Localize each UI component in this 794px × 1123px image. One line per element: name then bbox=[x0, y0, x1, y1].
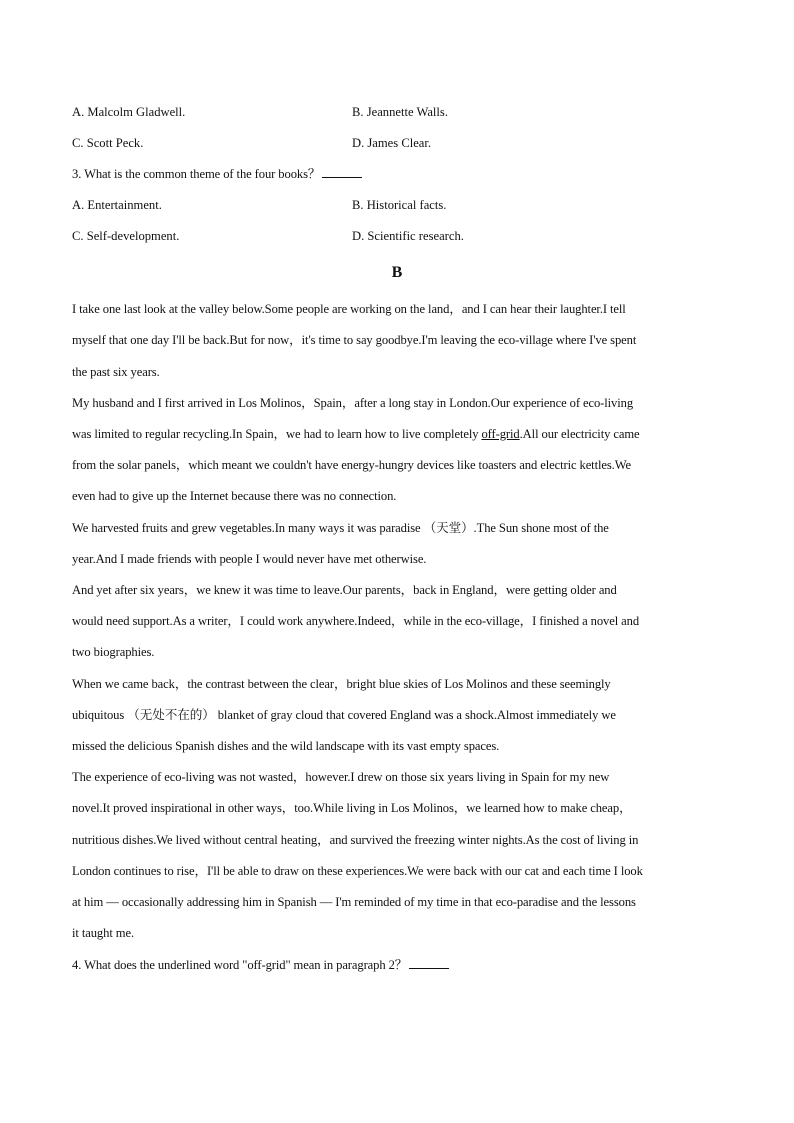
q2-option-c[interactable]: C. Scott Peck. bbox=[72, 136, 144, 150]
passage-line: My husband and I first arrived in Los Molinos，Spain，after a long stay in London.Our experience of eco-living bbox=[72, 396, 634, 410]
passage-line bbox=[72, 426, 640, 442]
q2-option-a[interactable]: A. Malcolm Gladwell. bbox=[72, 105, 186, 119]
q4-answer-blank[interactable] bbox=[409, 957, 449, 969]
passage-line: even had to give up the Internet because there was no connection. bbox=[72, 489, 397, 503]
passage-line: at him — occasionally addressing him in Spanish — I'm reminded of my time in that eco-paradise and the lessons bbox=[72, 895, 636, 909]
passage-line-tail: .All our electricity came bbox=[519, 427, 640, 441]
passage-line: When we came back，the contrast between the clear，bright blue skies of Los Molinos and these seemingly bbox=[72, 677, 611, 691]
passage-line: missed the delicious Spanish dishes and the wild landscape with its vast empty spaces. bbox=[72, 739, 500, 753]
q4-question bbox=[72, 957, 449, 973]
q3-option-d[interactable]: D. Scientific research. bbox=[352, 229, 464, 243]
q3-question bbox=[72, 166, 362, 182]
passage-line: from the solar panels，which meant we couldn't have energy-hungry devices like toasters and electric kettles.We bbox=[72, 458, 631, 472]
q2-option-b[interactable]: B. Jeannette Walls. bbox=[352, 105, 448, 119]
q3-question-text: 3. What is the common theme of the four books？ bbox=[72, 167, 321, 181]
passage-line: two biographies. bbox=[72, 645, 155, 659]
q3-option-b[interactable]: B. Historical facts. bbox=[352, 198, 447, 212]
passage-line: it taught me. bbox=[72, 926, 135, 940]
passage-line: I take one last look at the valley below.Some people are working on the land，and I can hear their laughter.I tell bbox=[72, 302, 626, 316]
passage-line: novel.It proved inspirational in other ways，too.While living in Los Molinos，we learned how to make cheap， bbox=[72, 801, 632, 815]
q4-question-text: 4. What does the underlined word "off-grid" mean in paragraph 2？ bbox=[72, 958, 408, 972]
underlined-word: off-grid bbox=[481, 427, 520, 441]
passage-line: The experience of eco-living was not wasted，however.I drew on those six years living in Spain for my new bbox=[72, 770, 610, 784]
passage-line: myself that one day I'll be back.But for now，it's time to say goodbye.I'm leaving the eco-village where I've spent bbox=[72, 333, 637, 347]
passage-line-head: was limited to regular recycling.In Spain，we had to learn how to live completely bbox=[72, 427, 482, 441]
q3-answer-blank[interactable] bbox=[322, 166, 362, 178]
q3-option-c[interactable]: C. Self-development. bbox=[72, 229, 180, 243]
q3-option-a[interactable]: A. Entertainment. bbox=[72, 198, 162, 212]
passage-line: year.And I made friends with people I would never have met otherwise. bbox=[72, 552, 427, 566]
passage-line: would need support.As a writer，I could work anywhere.Indeed，while in the eco-village，I finished a novel and bbox=[72, 614, 640, 628]
passage-line: London continues to rise，I'll be able to draw on these experiences.We were back with our cat and each time I look bbox=[72, 864, 643, 878]
passage-line: the past six years. bbox=[72, 365, 160, 379]
passage-line: ubiquitous （无处不在的） blanket of gray cloud that covered England was a shock.Almost immediately we bbox=[72, 708, 616, 722]
section-title: B bbox=[391, 264, 403, 281]
passage-line: And yet after six years，we knew it was time to leave.Our parents，back in England，were getting older and bbox=[72, 583, 617, 597]
q2-option-d[interactable]: D. James Clear. bbox=[352, 136, 432, 150]
passage-line: We harvested fruits and grew vegetables.In many ways it was paradise （天堂）.The Sun shone most of the bbox=[72, 521, 609, 535]
passage-line: nutritious dishes.We lived without central heating，and survived the freezing winter nights.As the cost of living in bbox=[72, 833, 639, 847]
